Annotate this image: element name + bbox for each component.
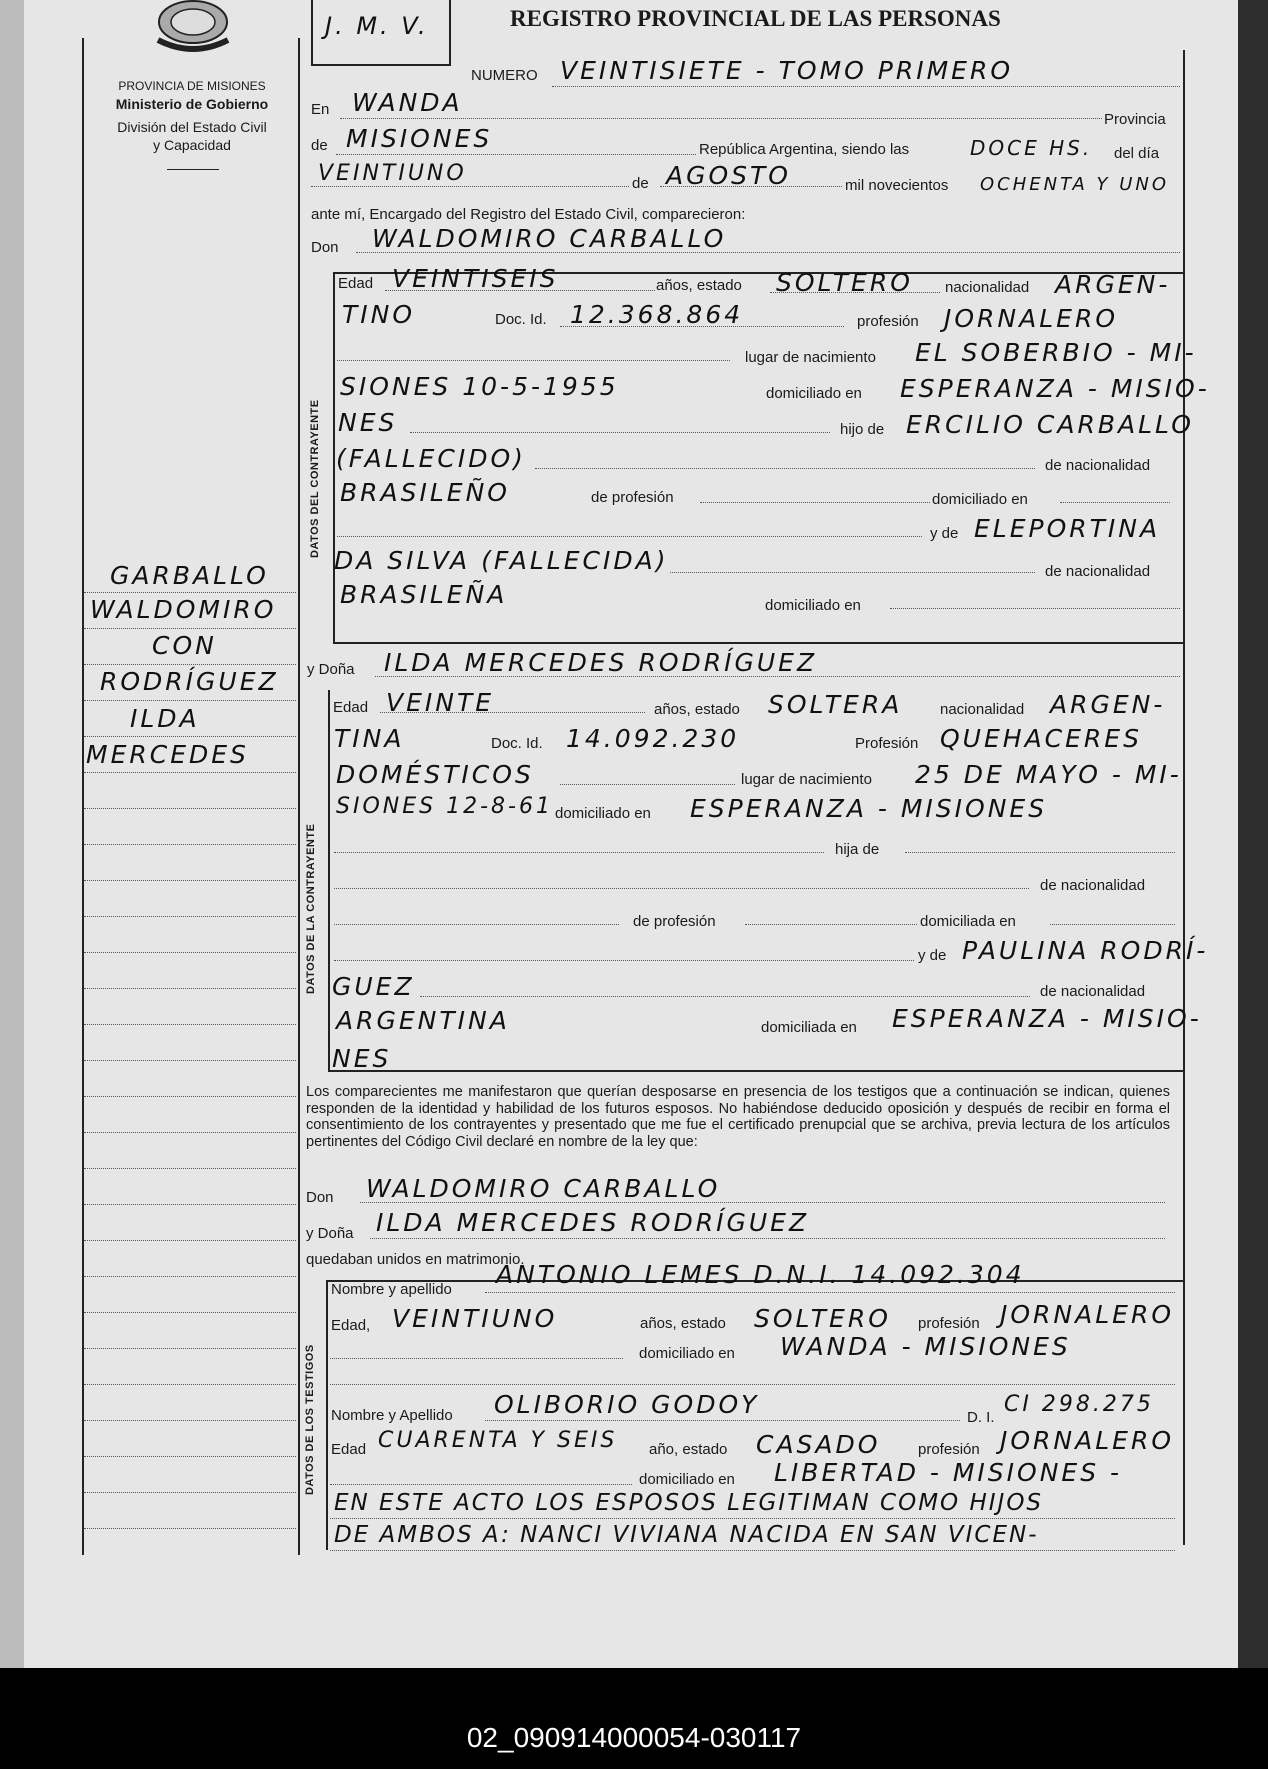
estado-value: SOLTERO [776,268,913,297]
republica-text: República Argentina, siendo las [699,141,910,158]
dotted-line [334,960,914,961]
dotted-line [552,86,1180,87]
sidebar-ruled-line [84,988,296,989]
dotted-line [535,468,1035,469]
de-nac-label: de nacionalidad [1040,877,1146,894]
don-value: WALDOMIRO CARBALLO [372,224,727,253]
form-right-rule [1183,50,1185,1545]
margin-note-line: CON [152,631,217,660]
sidebar-ruled-line [84,1096,296,1097]
dotted-line [770,292,940,293]
sidebar-ruled-line [84,1168,296,1169]
de-nac-label: de nacionalidad [1045,457,1151,474]
dotted-line [410,432,830,433]
prof-value: QUEHACERES [940,724,1142,753]
t1-nombre-value: ANTONIO LEMES D.N.I. 14.092.304 [496,1260,1025,1289]
unidos-text: quedaban unidos en matrimonio. [306,1251,525,1268]
t2-nombre-label: Nombre y Apellido [331,1407,453,1424]
dotted-line [330,1384,1175,1385]
t1-nombre-label: Nombre y apellido [331,1281,452,1298]
t2-dom-label: domiciliado en [639,1471,735,1488]
t2-prof-value: JORNALERO [1000,1426,1174,1455]
de-prof-label: de profesión [591,489,674,506]
sidebar-ruled-line [84,1312,296,1313]
dotted-line [380,712,645,713]
legitimation-note: DE AMBOS A: NANCI VIVIANA NACIDA EN SAN VICEN- [334,1522,1039,1548]
dotted-line [670,572,1035,573]
ministry-label: Ministerio de Gobierno [115,96,269,112]
de-label: de [311,137,328,154]
t1-dom-label: domiciliado en [639,1345,735,1362]
sidebar-ruled-line [84,916,296,917]
dom-value: ESPERANZA - MISIONES [690,794,1048,823]
t1-estado-value: SOLTERO [754,1304,891,1333]
nac-label: nacionalidad [945,279,1030,296]
t2-edad-value: CUARENTA Y SEIS [378,1428,618,1453]
prof-value-cont: DOMÉSTICOS [336,760,534,789]
sidebar-ruled-line [84,592,296,593]
dotted-line [890,608,1180,609]
doc-value: 14.092.230 [566,724,740,753]
en-label: En [311,101,330,118]
t1-edad-value: VEINTIUNO [392,1304,558,1333]
sidebar-ruled-line [84,1348,296,1349]
legitimation-note: EN ESTE ACTO LOS ESPOSOS LEGITIMAN COMO HIJOS [334,1490,1044,1516]
province-label: PROVINCIA DE MISIONES [118,79,266,93]
de2-label: de [632,175,649,192]
estado-value: SOLTERA [768,690,903,719]
hora-value: DOCE HS. [970,136,1093,160]
sidebar-ruled-line [84,1204,296,1205]
sidebar-ruled-line [84,1276,296,1277]
dotted-line [485,1420,960,1421]
anios-label: años, estado [656,277,742,294]
dom-value: ESPERANZA - MISIO- [900,374,1210,403]
sidebar-ruled-line [84,1060,296,1061]
lugar-label: lugar de nacimiento [741,771,872,788]
decl-don-value: WALDOMIRO CARBALLO [366,1174,721,1203]
t2-anio-label: año, estado [649,1441,728,1458]
doc-label: Doc. Id. [495,311,547,328]
division-label: División del Estado Civil [117,119,267,135]
mes-value: AGOSTO [666,161,791,190]
dotted-line [337,360,730,361]
margin-note-line: ILDA [130,704,200,733]
lugar-value-cont: SIONES 12-8-61 [336,794,553,819]
capacity-label: y Capacidad [153,137,231,153]
dotted-line [560,326,844,327]
initials: J. M. V. [325,12,429,40]
y-de-label: y de [930,525,959,542]
province-crest-icon [148,0,238,56]
sidebar-ruled-line [84,700,296,701]
dotted-line [334,888,1029,889]
madre-nac-value: ARGENTINA [336,1006,510,1035]
anio-value: OCHENTA Y UNO [980,174,1170,195]
padre-value: ERCILIO CARBALLO [906,410,1194,439]
sidebar-ruled-line [84,1132,296,1133]
de-nac-label: de nacionalidad [1045,563,1151,580]
lugar-value: 25 DE MAYO - MI- [915,760,1182,789]
t2-di-value: CI 298.275 [1004,1392,1154,1417]
prof-label: profesión [857,313,919,330]
sidebar-ruled-line [84,1528,296,1529]
provincia-label: Provincia [1104,111,1166,128]
dom-label: domiciliado en [766,385,862,402]
del-dia-label: del día [1114,145,1160,162]
margin-note-line: WALDOMIRO [90,595,277,624]
sidebar-ruled-line [84,1024,296,1025]
edad-label: Edad [333,699,369,716]
declaration-text: Los comparecientes me manifestaron que querían desposarse en presencia de los testigos que a continuación se indican, quienes responden de la identidad y habilidad de los futuros esposos. No habiéndose deducido oposición y después de recibir en forma el consentimiento de los contrayentes y presentado que me fue el certificado prenupcial que se archiva, previa lectura de los artículos pertinentes del Código Civil declaré en nombre de la ley que: [306,1084,1170,1150]
sidebar-left-rule [82,38,84,1555]
dotted-line [336,154,696,155]
t1-prof-label: profesión [918,1315,980,1332]
edad-value: VEINTE [386,688,495,717]
section-rule [333,272,335,642]
dotted-line [340,118,1102,119]
de-prof-label: de profesión [633,913,716,930]
don-label: Don [311,239,339,256]
t1-prof-value: JORNALERO [1000,1300,1174,1329]
nac-value-cont: TINA [334,724,405,753]
madre-value: PAULINA RODRÍ- [962,936,1209,965]
dotted-line [905,852,1175,853]
lugar-value: EL SOBERBIO - MI- [915,338,1197,367]
t2-nombre-value: OLIBORIO GODOY [494,1390,760,1419]
dotted-line [745,924,917,925]
ante-text: ante mí, Encargado del Registro del Estado Civil, comparecieron: [311,206,746,223]
margin-note-line: RODRÍGUEZ [100,667,279,696]
sidebar-ruled-line [84,808,296,809]
madre-value-cont: DA SILVA (FALLECIDA) [334,546,669,575]
t2-edad-label: Edad [331,1441,367,1458]
sidebar-ruled-line [84,1384,296,1385]
lugar-label: lugar de nacimiento [745,349,876,366]
nac-value-cont: TINO [342,300,416,329]
margin-note-line: GARBALLO [110,561,269,590]
sidebar-ruled-line [84,1240,296,1241]
doc-label: Doc. Id. [491,735,543,752]
sidebar-ruled-line [84,772,296,773]
dotted-line [375,676,1180,677]
sidebar-ruled-line [84,1492,296,1493]
numero-label: NUMERO [471,67,538,84]
margin-note-line: MERCEDES [86,740,249,769]
de-value: MISIONES [346,124,493,153]
dotted-line [485,1292,1175,1293]
nac-label: nacionalidad [940,701,1025,718]
sidebar-ruled-line [84,880,296,881]
sidebar-ruled-line [84,1456,296,1457]
dotted-line [311,186,629,187]
y-de-label: y de [918,947,947,964]
y-dona-label: y Doña [307,661,355,678]
section-rule [333,642,1183,644]
dotted-line [360,1202,1165,1203]
dotted-line [370,1238,1165,1239]
dotted-line [330,1550,1175,1551]
dotted-line [334,924,619,925]
dotted-line [330,1484,632,1485]
hijo-label: hijo de [840,421,885,438]
padre-value-cont: (FALLECIDO) [336,444,526,473]
dotted-line [420,996,1030,997]
dotted-line [1050,924,1175,925]
decl-don-label: Don [306,1189,334,1206]
dom-value-cont: NES [338,408,398,437]
section-rule [328,690,330,1070]
t1-anios-label: años, estado [640,1315,726,1332]
t1-edad-label: Edad, [331,1317,371,1334]
sidebar-ruled-line [84,628,296,629]
dotted-line [334,852,824,853]
decl-dona-label: y Doña [306,1225,354,1242]
sidebar-ruled-line [84,664,296,665]
section-rule [326,1280,328,1550]
t1-dom-value: WANDA - MISIONES [780,1332,1071,1361]
en-value: WANDA [352,88,463,117]
madre-dom-value-cont: NES [332,1044,392,1073]
sidebar-divider [167,169,219,170]
madre-value-cont: GUEZ [332,972,415,1001]
sidebar-ruled-line [84,1420,296,1421]
doc-value: 12.368.864 [570,300,744,329]
dom2-label: domiciliada en [761,1019,857,1036]
dom3-label: domiciliado en [765,597,861,614]
prof-label: Profesión [855,735,919,752]
dom2-label: domiciliado en [932,491,1028,508]
sidebar-ruled-line [84,952,296,953]
t2-dom-value: LIBERTAD - MISIONES - [774,1458,1123,1487]
nac-value: ARGEN- [1055,270,1171,299]
dotted-line [337,536,922,537]
decl-dona-value: ILDA MERCEDES RODRÍGUEZ [376,1208,810,1237]
de-nac-label: de nacionalidad [1040,983,1146,1000]
madre-value: ELEPORTINA [974,514,1161,543]
lugar-value-cont: SIONES 10-5-1955 [340,372,619,401]
dotted-line [330,1358,623,1359]
book-edge [1238,0,1268,1668]
dotted-line [560,784,735,785]
dom-label: domiciliado en [555,805,651,822]
sidebar-ruled-line [84,844,296,845]
sidebar-ruled-line [84,736,296,737]
edad-label: Edad [338,275,374,292]
prof-value: JORNALERO [944,304,1118,333]
anios-label: años, estado [654,701,740,718]
hija-label: hija de [835,841,880,858]
t2-prof-label: profesión [918,1441,980,1458]
t2-estado-value: CASADO [756,1430,881,1459]
section-rule [328,1070,1183,1072]
edad-value: VEINTISEIS [392,264,559,293]
dotted-line [700,502,930,503]
dia-value: VEINTIUNO [318,161,467,186]
image-code: 02_090914000054-030117 [466,1722,802,1753]
numero-value: VEINTISIETE - TOMO PRIMERO [560,56,1014,85]
padre-nac-value: BRASILEÑO [340,478,510,507]
dotted-line [385,290,655,291]
testigos-section-label: DATOS DE LOS TESTIGOS [304,1344,316,1495]
contrayente-section-label: DATOS DEL CONTRAYENTE [309,399,321,558]
mil-label: mil novecientos [845,177,949,194]
domiciliada-label: domiciliada en [920,913,1016,930]
madre-nac-value: BRASILEÑA [340,580,508,609]
dotted-line [330,1518,1175,1519]
page-title: REGISTRO PROVINCIAL DE LAS PERSONAS [510,6,1001,31]
dona-value: ILDA MERCEDES RODRÍGUEZ [384,648,818,677]
sidebar-right-rule [298,38,300,1555]
dotted-line [1060,502,1170,503]
contrayente-f-section-label: DATOS DE LA CONTRAYENTE [305,823,317,994]
t2-di-label: D. I. [967,1409,995,1426]
nac-value: ARGEN- [1050,690,1166,719]
book-spine [0,0,24,1668]
madre-dom-value: ESPERANZA - MISIO- [892,1004,1202,1033]
